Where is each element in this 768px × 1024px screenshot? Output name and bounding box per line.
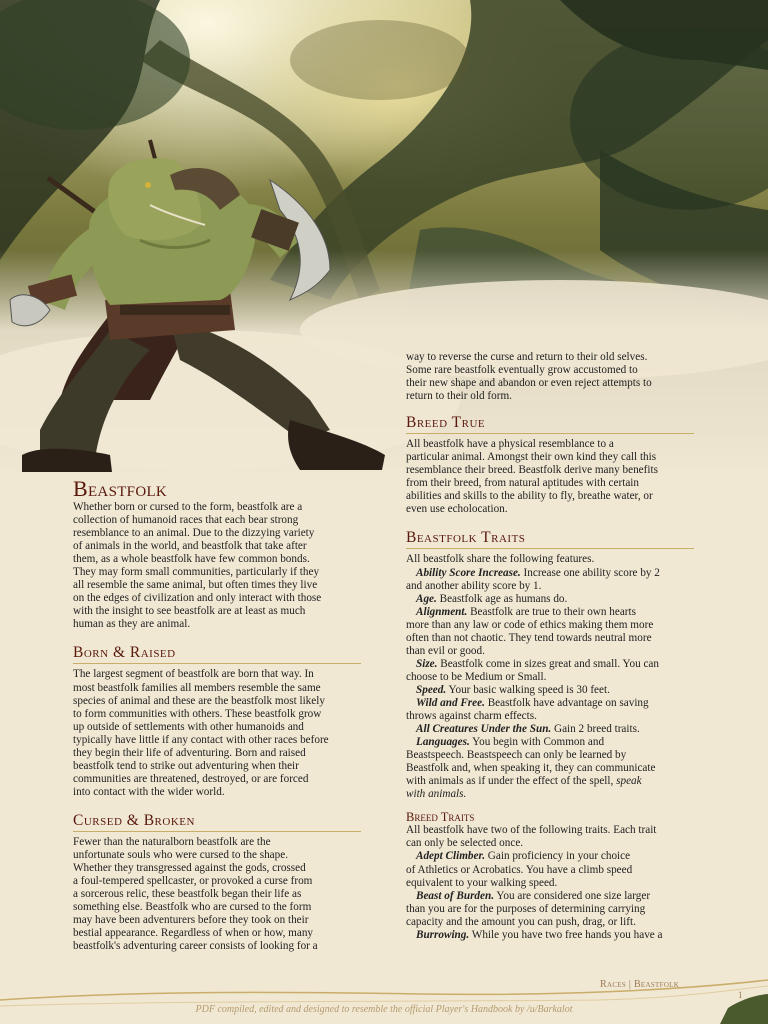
intro-line: with the insight to see beastfolk are at least as much — [73, 605, 306, 618]
trait-burrowing: Burrowing. While you have two free hands you have a — [416, 928, 663, 941]
cursed-line: something else. Beastfolk who are cursed to the form — [73, 901, 312, 914]
cursed-line: a sorcerous relic, these beastfolk began their life as — [73, 888, 302, 901]
trait-label: All Creatures Under the Sun. — [416, 723, 552, 736]
cursed-line: a foul-tempered spellcaster, or provoked a curse from — [73, 875, 313, 888]
born-line: communities are threatened, destroyed, or are forced — [73, 772, 309, 785]
page-title: Beastfolk — [73, 476, 168, 501]
intro-line: Whether born or cursed to the form, beastfolk are a — [73, 501, 303, 513]
traits-intro: All beastfolk share the following features. — [406, 553, 595, 566]
footer-label: Races | Beastfolk — [600, 979, 680, 990]
cursed-line: Whether they transgressed against the gods, crossed — [73, 862, 306, 875]
trait-languages-cont: with animals as if under the effect of the spell, speak — [406, 775, 642, 788]
left-column — [73, 478, 361, 953]
trait-label: Beast of Burden. — [416, 889, 495, 902]
trait-adept-climber: Adept Climber. Gain proficiency in your choice — [416, 850, 631, 863]
trait-languages: Languages. You begin with Common and — [416, 736, 605, 749]
trait-ability-score-cont: and another ability score by 1. — [406, 579, 542, 592]
trait-ability-score: Ability Score Increase. Increase one ability score by 2 — [416, 566, 660, 579]
trait-label: Size. — [416, 657, 438, 670]
breed-traits-line: can only be selected once. — [406, 837, 524, 850]
cont-line: Some rare beastfolk eventually grow accustomed to — [406, 364, 638, 377]
born-line: species of animal and these are the beastfolk most likely — [73, 694, 325, 707]
section-heading-breed-true: Breed True — [406, 415, 694, 434]
cursed-line: may have been adventurers before they took on their — [73, 914, 309, 927]
trait-alignment-cont: often than not chaotic. They tend towards neutral more — [406, 631, 652, 644]
born-line: typically have little if any contact with other races before — [73, 733, 329, 746]
cursed-line: Fewer than the naturalborn beastfolk are the — [73, 835, 271, 848]
section-heading-cursed-broken: Cursed & Broken — [73, 813, 361, 832]
breed-true-line: from their breed, from natural aptitudes with certain — [406, 477, 639, 490]
intro-line: collection of humanoid races that each bear strong — [73, 514, 299, 527]
section-heading-born-raised: Born & Raised — [73, 645, 361, 664]
trait-label: Speed. — [416, 683, 447, 696]
trait-languages-cont: with animals. — [406, 788, 467, 801]
intro-line: resemblance to an animal. Due to the dizzying variety — [73, 527, 315, 540]
trait-label: Ability Score Increase. — [416, 566, 521, 579]
breed-traits-line: All beastfolk have two of the following traits. Each trait — [406, 824, 657, 837]
born-line: into contact with the wider world. — [73, 785, 225, 798]
trait-label: Burrowing. — [416, 928, 470, 941]
page-number: 1 — [738, 990, 743, 1000]
born-line: beastfolk tend to strike out adventuring when their — [73, 759, 299, 772]
trait-label: Wild and Free. — [416, 696, 485, 709]
intro-line: human as they are animal. — [73, 618, 191, 631]
born-line: up outside of settlements with other humanoids and — [73, 720, 304, 733]
cont-line: return to their old form. — [406, 390, 512, 403]
trait-languages-cont: Beastfolk and, when speaking it, they can communicate — [406, 762, 656, 775]
born-line: to form communities with others. These beastfolk grow — [73, 707, 322, 720]
trait-label: Alignment. — [416, 605, 468, 618]
trait-all-creatures: All Creatures Under the Sun. Gain 2 breed traits. — [416, 723, 640, 736]
trait-size-cont: choose to be Medium or Small. — [406, 670, 547, 683]
trait-adept-climber-cont: of Athletics or Acrobatics. You have a climb speed — [406, 863, 633, 876]
trait-label: Age. — [416, 592, 437, 605]
cont-line: way to reverse the curse and return to their old selves. — [406, 351, 648, 363]
trait-adept-climber-cont: equivalent to your walking speed. — [406, 876, 558, 889]
born-line: The largest segment of beastfolk are born that way. In — [73, 668, 314, 681]
breed-true-line: even use echolocation. — [406, 503, 508, 516]
intro-line: on the edges of civilization and only interact with those — [73, 592, 322, 605]
born-line: they begin their life of adventuring. Born and raised — [73, 746, 306, 759]
trait-beast-of-burden-cont: capacity and the amount you can push, drag, or lift. — [406, 915, 636, 928]
trait-alignment-cont: than evil or good. — [406, 644, 485, 657]
trait-speed: Speed. Your basic walking speed is 30 feet. — [416, 683, 610, 696]
section-heading-breed-traits: Breed Traits — [406, 810, 475, 825]
right-column — [406, 351, 694, 942]
born-line: most beastfolk families all members resemble the same — [73, 681, 321, 694]
trait-label: Languages. — [416, 736, 470, 749]
intro-line: them, as a whole beastfolk have few common bonds. — [73, 553, 310, 566]
cursed-line: unfortunate souls who were cursed to the shape. — [73, 848, 288, 861]
intro-line: all resemble the same animal, but often times they live — [73, 579, 318, 592]
footer-credit: PDF compiled, edited and designed to resemble the official Player's Handbook by /u/Barkalot — [195, 1004, 573, 1015]
cursed-line: beastfolk's adventuring career consists of looking for a — [73, 940, 318, 953]
breed-true-line: particular animal. Amongst their own kind they call this — [406, 451, 657, 464]
breed-true-line: All beastfolk have a physical resemblance to a — [406, 438, 614, 451]
trait-alignment: Alignment. Beastfolk are true to their own hearts — [416, 605, 636, 618]
trait-wild-free: Wild and Free. Beastfolk have advantage on saving — [416, 696, 649, 709]
trait-alignment-cont: more than any law or code of ethics making them more — [406, 618, 654, 631]
section-heading-beastfolk-traits: Beastfolk Traits — [406, 530, 694, 549]
cont-line: their new shape and abandon or even reject attempts to — [406, 377, 652, 390]
intro-line: of animals in the world, and beastfolk that take after — [73, 540, 307, 553]
cursed-line: bestial appearance. Regardless of when or how, many — [73, 927, 314, 940]
breed-true-line: resemblance their breed. Beastfolk derive many benefits — [406, 464, 658, 477]
trait-label: Adept Climber. — [416, 850, 485, 863]
trait-size: Size. Beastfolk come in sizes great and small. You can — [416, 657, 659, 670]
breed-true-line: abilities and skills to the ability to fly, breathe water, or — [406, 490, 653, 503]
trait-beast-of-burden-cont: than you are for the purposes of determining carrying — [406, 902, 646, 915]
intro-line: They may form small communities, particularly if they — [73, 566, 320, 579]
trait-wild-free-cont: throws against charm effects. — [406, 710, 537, 723]
trait-languages-cont: Beastspeech. Beastspeech can only be learned by — [406, 749, 627, 762]
trait-beast-of-burden: Beast of Burden. You are considered one size larger — [416, 889, 651, 902]
trait-age: Age. Beastfolk age as humans do. — [416, 592, 568, 605]
